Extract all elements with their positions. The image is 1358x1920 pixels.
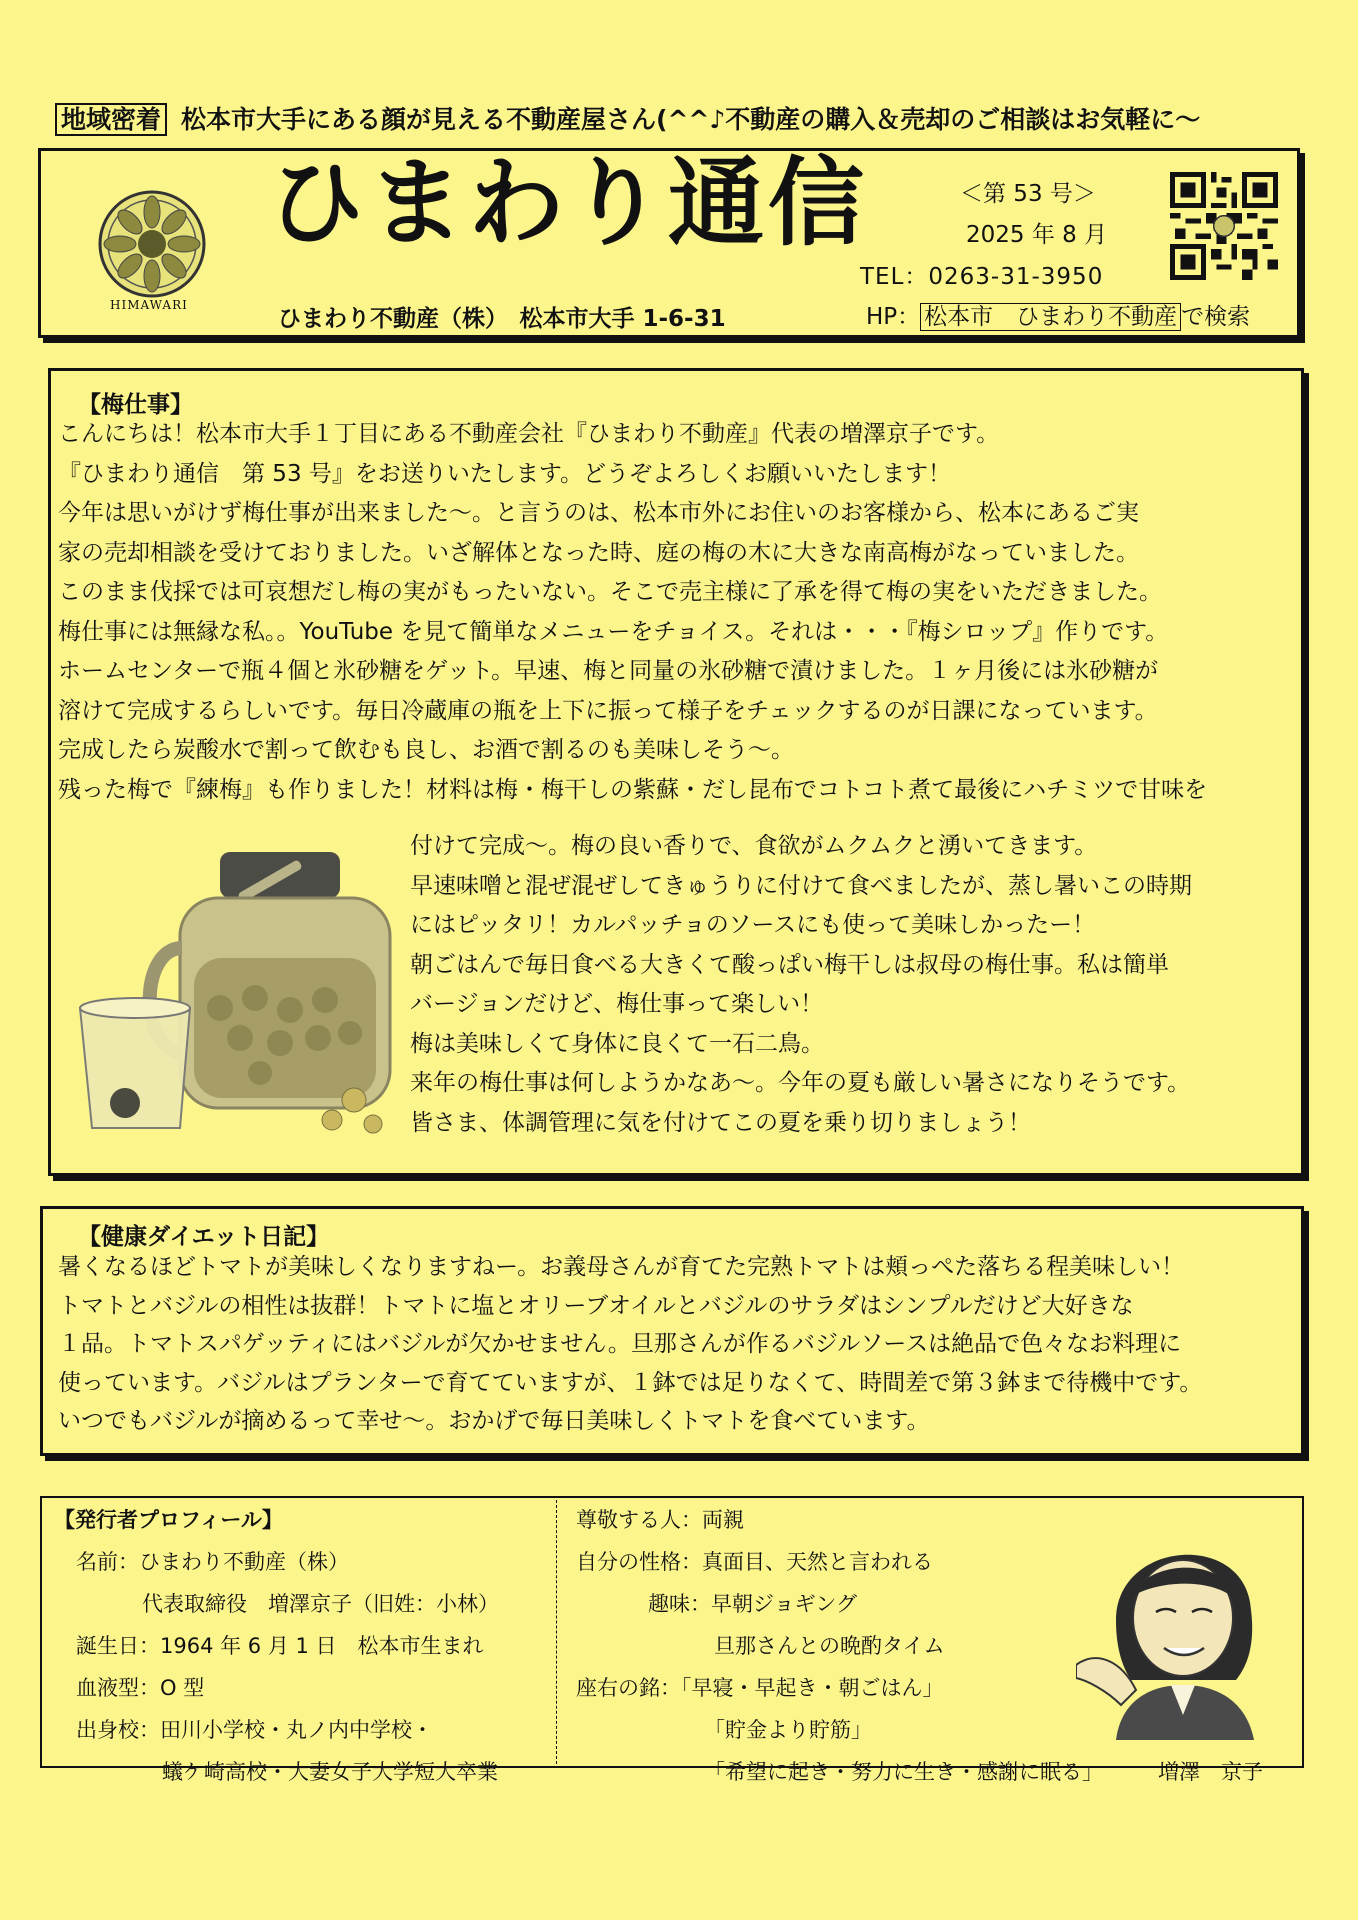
profile-schools: 出身校：田川小学校・丸ノ内中学校・	[76, 1718, 433, 1742]
profile-blood-type: 血液型：O 型	[76, 1676, 205, 1700]
article1-line: 早速味噌と混ぜ混ぜしてきゅうりに付けて食べましたが、蒸し暑いこの時期	[410, 872, 1192, 899]
region-tag: 地域密着	[55, 103, 167, 136]
profile-motto-3: 「希望に起き・努力に生き・感謝に眠る」	[704, 1760, 1103, 1784]
article1-line: こんにちは！松本市大手１丁目にある不動産会社『ひまわり不動産』代表の増澤京子です。	[58, 421, 1000, 447]
article1-line: 皆さま、体調管理に気を付けてこの夏を乗り切りましょう！	[410, 1109, 1031, 1136]
issue-number: ＜第 53 号＞	[960, 181, 1096, 207]
profile-personality: 自分の性格：真面目、天然と言われる	[576, 1550, 933, 1574]
article1-line: 『ひまわり通信 第 53 号』をお送りいたします。どうぞよろしくお願いいたします！	[58, 460, 952, 487]
profile-heading: 【発行者プロフィール】	[54, 1508, 283, 1532]
newsletter-title: ひまわり通信	[268, 147, 868, 259]
article1-line: 朝ごはんで毎日食べる大きくて酸っぱい梅干しは叔母の梅仕事。私は簡単	[410, 951, 1169, 978]
article1-line: 来年の梅仕事は何しようかなあ～。今年の夏も厳しい暑さになりそうです。	[410, 1070, 1191, 1096]
profile-title: 代表取締役 増澤京子（旧姓：小林）	[142, 1592, 499, 1616]
article1-line: 今年は思いがけず梅仕事が出来ました～。と言うのは、松本市外にお住いのお客様から、松本にあるご実	[58, 500, 1139, 526]
profile-motto-2: 「貯金より貯筋」	[704, 1718, 872, 1742]
article1-line: 家の売却相談を受けておりました。いざ解体となった時、庭の梅の木に大きな南高梅がなっていました。	[58, 539, 1139, 566]
hp-suffix: で検索	[1181, 304, 1251, 330]
article1-line: にはピッタリ！カルパッチョのソースにも使って美味しかったー！	[410, 912, 1096, 938]
tagline-text: 松本市大手にある顔が見える不動産屋さん(^^♪不動産の購入＆売却のご相談はお気軽に～	[181, 105, 1201, 134]
article1-line: このまま伐採では可哀想だし梅の実がもったいない。そこで売主様に了承を得て梅の実をいただきました。	[58, 579, 1162, 605]
qr-code-icon	[1170, 172, 1278, 280]
profile-motto: 座右の銘：「早寝・早起き・朝ごはん」	[576, 1676, 944, 1700]
publisher-address: ひまわり不動産（株） 松本市大手 1-6-31	[278, 306, 726, 332]
article1-heading: 【梅仕事】	[78, 392, 193, 418]
portrait-illustration	[1076, 1500, 1296, 1740]
telephone: TEL：0263-31-3950	[860, 264, 1104, 290]
issue-date: 2025 年 8 月	[966, 222, 1108, 248]
article1-line: 完成したら炭酸水で割って飲むも良し、お酒で割るのも美味しそう～。	[58, 737, 794, 763]
profile-hobby-2: 旦那さんとの晩酌タイム	[714, 1634, 945, 1658]
profile-divider	[556, 1500, 557, 1764]
article1-line: 梅仕事には無縁な私。。YouTube を見て簡単なメニューをチョイス。それは・・・『梅シロップ』作りです。	[58, 618, 1169, 645]
profile-name: 名前：ひまわり不動産（株）	[76, 1550, 349, 1574]
article1-line: 梅は美味しくて身体に良くて一石二鳥。	[410, 1030, 824, 1057]
article1-line: 残った梅で『練梅』も作りました！材料は梅・梅干しの紫蘇・だし昆布でコトコト煮て最後にハチミツで甘味を	[58, 776, 1208, 803]
profile-birthday: 誕生日：1964 年 6 月 1 日 松本市生まれ	[76, 1634, 484, 1658]
ume-syrup-jar-illustration	[70, 838, 410, 1148]
article2-line: 暑くなるほどトマトが美味しくなりますねー。お義母さんが育てた完熟トマトは頬っぺた落ちる程美味しい！	[58, 1254, 1185, 1280]
hp-label: HP：	[866, 304, 921, 330]
profile-schools-cont: 蟻ケ崎高校・大妻女子大学短大卒業	[162, 1760, 498, 1784]
hp-search-terms: 松本市 ひまわり不動産	[920, 303, 1181, 331]
article2-heading: 【健康ダイエット日記】	[78, 1224, 330, 1250]
article1-line: 付けて完成～。梅の良い香りで、食欲がムクムクと湧いてきます。	[410, 833, 1098, 859]
profile-signature: 増澤 京子	[1158, 1760, 1263, 1784]
article2-line: 使っています。バジルはプランターで育てていますが、１鉢では足りなくて、時間差で第３鉢まで待機中です。	[58, 1369, 1203, 1396]
homepage-search	[866, 298, 1250, 331]
article2-line: いつでもバジルが摘めるって幸せ～。おかげで毎日美味しくトマトを食べています。	[58, 1408, 930, 1434]
article1-line: ホームセンターで瓶４個と氷砂糖をゲット。早速、梅と同量の氷砂糖で漬けました。１ヶ月後には氷砂糖が	[58, 658, 1159, 684]
logo-caption: HIMAWARI	[110, 298, 188, 312]
article2-line: １品。トマトスパゲッティにはバジルが欠かせません。旦那さんが作るバジルソースは絶品で色々なお料理に	[58, 1331, 1182, 1357]
article1-line: バージョンだけど、梅仕事って楽しい！	[410, 991, 824, 1017]
profile-respected: 尊敬する人：両親	[576, 1508, 744, 1532]
article1-line: 溶けて完成するらしいです。毎日冷蔵庫の瓶を上下に振って様子をチェックするのが日課になっています。	[58, 697, 1158, 724]
sunflower-logo-icon	[96, 188, 208, 300]
tagline	[55, 100, 1305, 136]
article2-line: トマトとバジルの相性は抜群！トマトに塩とオリーブオイルとバジルのサラダはシンプルだけど大好きな	[58, 1292, 1134, 1319]
profile-hobby: 趣味：早朝ジョギング	[648, 1592, 857, 1616]
